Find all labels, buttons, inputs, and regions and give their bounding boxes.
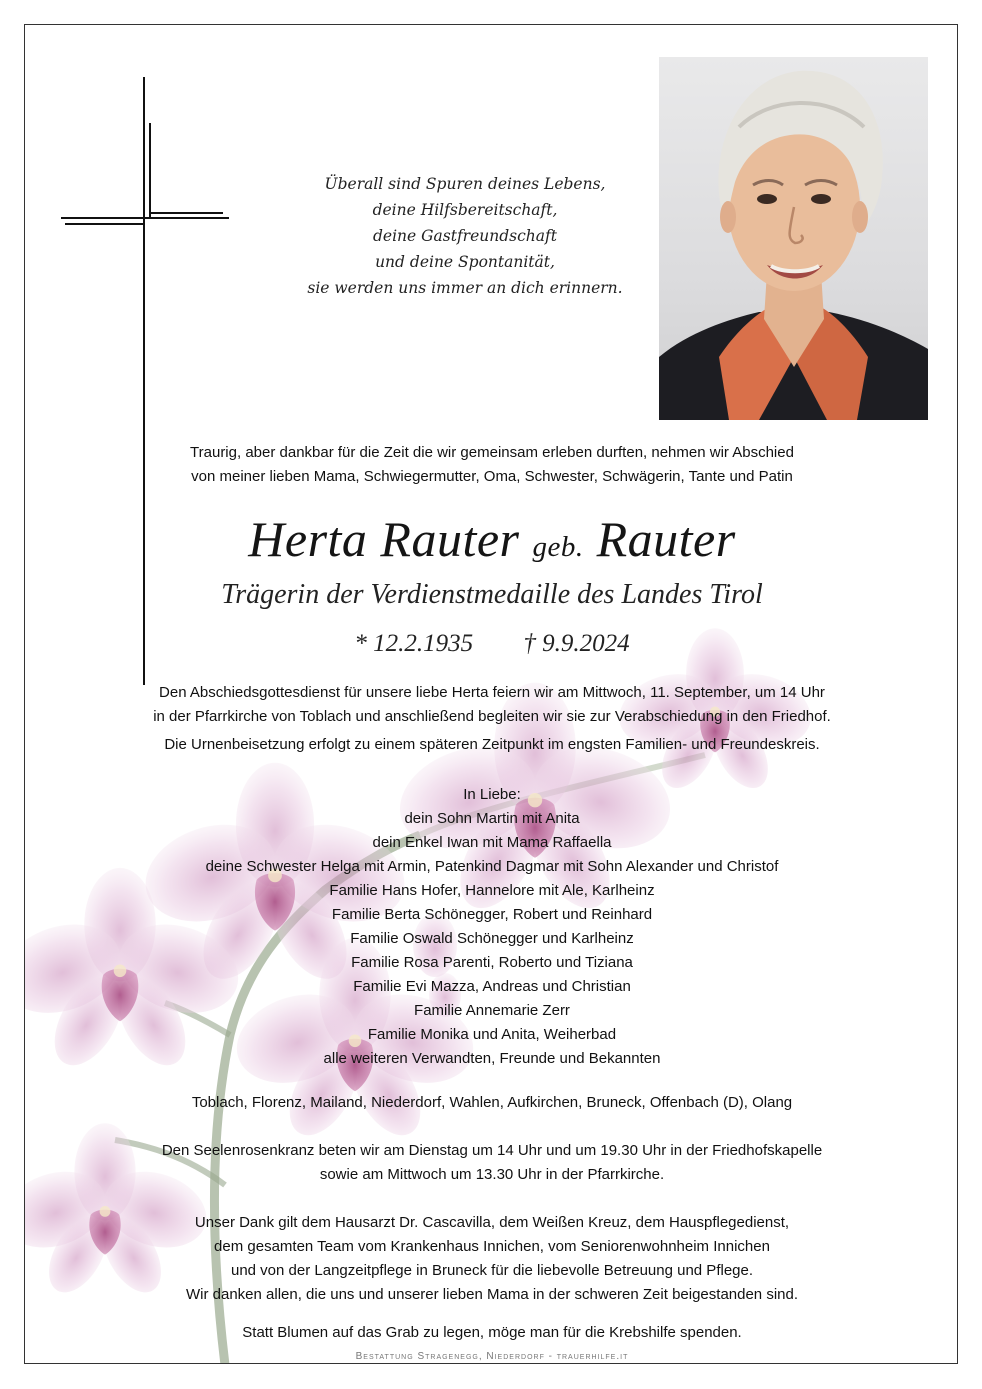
service-line: in der Pfarrkirche von Toblach und anschließend begleiten wir sie zur Verabschiedung in den Friedhof.	[153, 708, 831, 725]
name-first: Herta Rauter	[248, 511, 520, 567]
thanks-line: Unser Dank gilt dem Hausarzt Dr. Cascavilla, dem Weißen Kreuz, dem Hauspflegedienst,	[194, 1214, 790, 1231]
death-date: † 9.9.2024	[523, 630, 630, 657]
verse-line: sie werden uns immer an dich erinnern.	[307, 279, 623, 297]
places-line: Toblach, Florenz, Mailand, Niederdorf, Wahlen, Aufkirchen, Bruneck, Offenbach (D), Olang	[191, 1094, 793, 1111]
mourner-line: dein Sohn Martin mit Anita	[404, 810, 580, 827]
obituary-card	[24, 24, 958, 1364]
service-text	[25, 681, 958, 757]
thanks-line: Wir danken allen, die uns und unserer lieben Mama in der schweren Zeit beigestanden sind.	[185, 1286, 799, 1303]
rosary-line: sowie am Mittwoch um 13.30 Uhr in der Pfarrkirche.	[319, 1166, 665, 1183]
service-line: Den Abschiedsgottesdienst für unsere liebe Herta feiern wir am Mittwoch, 11. September, um 14 Uhr	[159, 684, 825, 701]
flowers-note: Statt Blumen auf das Grab zu legen, möge man für die Krebshilfe spenden.	[242, 1324, 742, 1341]
mourner-line: alle weiteren Verwandten, Freunde und Bekannten	[323, 1050, 661, 1067]
verse	[275, 171, 655, 301]
name-birth: Rauter	[596, 511, 736, 567]
intro-line: von meiner lieben Mama, Schwiegermutter, Oma, Schwester, Schwägerin, Tante und Patin	[191, 468, 793, 485]
thanks-line: dem gesamten Team vom Krankenhaus Innichen, vom Seniorenwohnheim Innichen	[214, 1238, 770, 1255]
footer-credit: Bestattung Stragenegg, Niederdorf - trauerhilfe.it	[355, 1351, 629, 1362]
intro-line: Traurig, aber dankbar für die Zeit die wir gemeinsam erleben durften, nehmen wir Abschied	[190, 444, 794, 461]
verse-line: und deine Spontanität,	[375, 253, 555, 271]
mourner-line: Familie Annemarie Zerr	[414, 1002, 570, 1019]
name-geb: geb.	[532, 531, 584, 563]
mourner-line: Familie Rosa Parenti, Roberto und Tiziana	[351, 954, 633, 971]
portrait-illustration	[659, 57, 928, 420]
portrait-photo	[659, 57, 928, 420]
rosary-line: Den Seelenrosenkranz beten wir am Dienstag um 14 Uhr und um 19.30 Uhr in der Friedhofskapelle	[161, 1142, 823, 1159]
thanks-text	[25, 1211, 958, 1307]
life-dates	[25, 627, 958, 661]
mourners-title: In Liebe:	[463, 786, 521, 803]
intro-text	[25, 441, 958, 489]
mourner-line: dein Enkel Iwan mit Mama Raffaella	[372, 834, 612, 851]
birth-date: * 12.2.1935	[354, 630, 474, 657]
verse-line: Überall sind Spuren deines Lebens,	[324, 175, 606, 193]
rosary-text	[25, 1139, 958, 1187]
mourner-line: Familie Evi Mazza, Andreas und Christian	[353, 978, 631, 995]
mourner-line: Familie Hans Hofer, Hannelore mit Ale, Karlheinz	[329, 882, 655, 899]
honor-line: Trägerin der Verdienstmedaille des Landes Tirol	[221, 579, 763, 610]
service-line: Die Urnenbeisetzung erfolgt zu einem späteren Zeitpunkt im engsten Familien- und Freundeskreis.	[164, 736, 820, 753]
mourners-list	[25, 783, 958, 1071]
deceased-name	[25, 509, 958, 577]
mourner-line: Familie Monika und Anita, Weiherbad	[367, 1026, 617, 1043]
mourner-line: deine Schwester Helga mit Armin, Patenkind Dagmar mit Sohn Alexander und Christof	[205, 858, 779, 875]
mourner-line: Familie Berta Schönegger, Robert und Reinhard	[331, 906, 653, 923]
verse-line: deine Gastfreundschaft	[373, 227, 557, 245]
mourner-line: Familie Oswald Schönegger und Karlheinz	[350, 930, 634, 947]
verse-line: deine Hilfsbereitschaft,	[372, 201, 558, 219]
thanks-line: und von der Langzeitpflege in Bruneck für die liebevolle Betreuung und Pflege.	[230, 1262, 754, 1279]
